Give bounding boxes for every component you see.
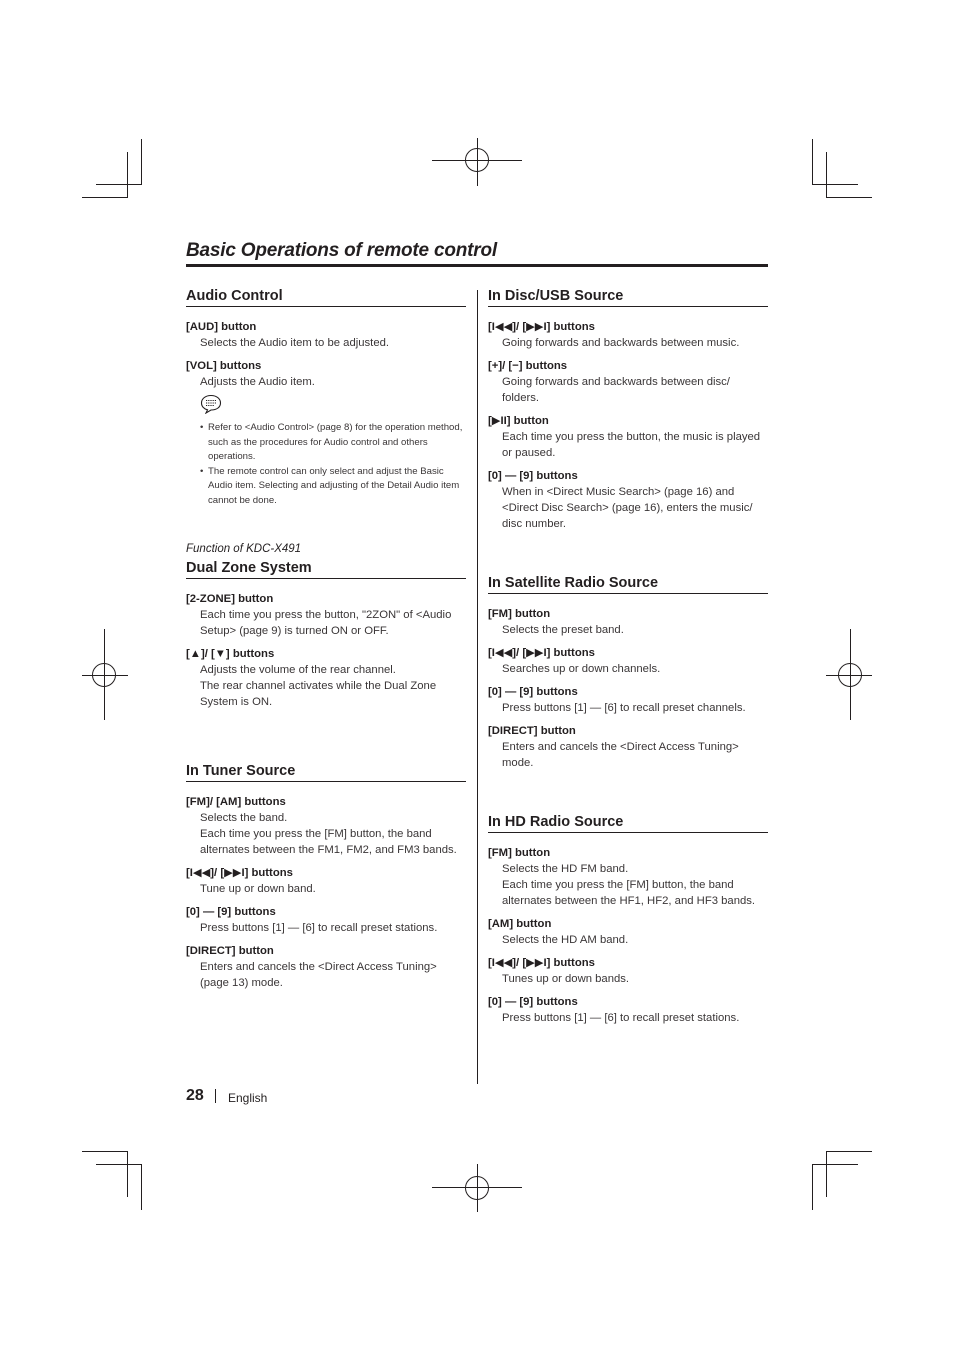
footer-language: English — [228, 1091, 268, 1105]
button-description: Adjusts the volume of the rear channel. — [200, 664, 396, 676]
button-label: [2-ZONE] button — [186, 593, 274, 605]
button-entry-seek — [488, 645, 768, 677]
button-label: [0] — [9] buttons — [488, 470, 578, 482]
button-description: Selects the HD AM band. — [502, 934, 629, 946]
button-description: The rear channel activates while the Dual Zone System is ON. — [200, 680, 437, 708]
section-hd-radio-source — [488, 814, 768, 1033]
button-label: [I◀◀]/ [▶▶I] buttons — [488, 957, 595, 969]
button-description: Searches up or down channels. — [502, 663, 661, 675]
button-entry-direct — [488, 723, 768, 771]
button-entry-2zone — [186, 591, 466, 639]
button-description: Press buttons [1] — [6] to recall preset stations. — [502, 1012, 740, 1024]
button-description: Each time you press the [FM] button, the band alternates between the FM1, FM2, and FM3 bands. — [200, 828, 457, 856]
button-description: Selects the Audio item to be adjusted. — [200, 337, 390, 349]
button-description: Each time you press the [FM] button, the band alternates between the HF1, HF2, and HF3 bands. — [502, 879, 756, 907]
button-label: [DIRECT] button — [186, 945, 274, 957]
page-title: Basic Operations of remote control — [186, 240, 497, 261]
button-entry-seek — [186, 865, 466, 897]
section-heading: In HD Radio Source — [488, 814, 768, 833]
column-divider — [477, 290, 478, 1084]
button-entry-play-pause — [488, 413, 768, 461]
button-description: Press buttons [1] — [6] to recall preset stations. — [200, 922, 438, 934]
button-description: Tune up or down band. — [200, 883, 316, 895]
button-entry-fm — [488, 845, 768, 909]
section-heading: Audio Control — [186, 288, 466, 307]
button-label: [AUD] button — [186, 321, 257, 333]
button-label: [▶II] button — [488, 415, 549, 427]
button-label: [I◀◀]/ [▶▶I] buttons — [186, 867, 293, 879]
button-entry-numbers — [488, 468, 768, 532]
note-item: • Refer to <Audio Control> (page 8) for the operation method, such as the procedures for Audio control and others operations. — [200, 421, 466, 465]
button-entry-seek — [488, 955, 768, 987]
button-description: Enters and cancels the <Direct Access Tuning> (page 13) mode. — [200, 961, 437, 989]
button-label: [I◀◀]/ [▶▶I] buttons — [488, 321, 595, 333]
button-entry-vol — [186, 358, 466, 390]
button-description: Each time you press the button, "2ZON" of <Audio Setup> (page 9) is turned ON or OFF. — [200, 609, 452, 637]
section-disc-usb-source — [488, 288, 768, 539]
button-label: [+]/ [−] buttons — [488, 360, 568, 372]
section-satellite-radio-source — [488, 575, 768, 778]
button-description: Press buttons [1] — [6] to recall preset channels. — [502, 702, 746, 714]
button-entry-fm-am — [186, 794, 466, 858]
button-label: [I◀◀]/ [▶▶I] buttons — [488, 647, 595, 659]
section-audio-control — [186, 288, 466, 508]
note-icon — [200, 394, 222, 414]
button-label: [VOL] buttons — [186, 360, 262, 372]
note-item: • The remote control can only select and adjust the Basic Audio item. Selecting and adjusting of the Detail Audio item cannot be done. — [200, 465, 466, 509]
button-description: Selects the band. — [200, 812, 288, 824]
section-heading: In Tuner Source — [186, 763, 466, 782]
button-description: Tunes up or down bands. — [502, 973, 630, 985]
button-description: Adjusts the Audio item. — [200, 376, 315, 388]
button-entry-am — [488, 916, 768, 948]
title-rule — [186, 264, 768, 267]
button-entry-aud — [186, 319, 466, 351]
note-list — [200, 421, 466, 508]
button-entry-numbers — [186, 904, 466, 936]
button-entry-numbers — [488, 684, 768, 716]
button-label: [FM] button — [488, 608, 551, 620]
button-description: Enters and cancels the <Direct Access Tuning> mode. — [502, 741, 739, 769]
footer-separator — [215, 1089, 216, 1103]
section-heading: In Disc/USB Source — [488, 288, 768, 307]
button-entry-direct — [186, 943, 466, 991]
button-label: [▲]/ [▼] buttons — [186, 648, 275, 660]
button-entry-up-down — [186, 646, 466, 710]
section-dual-zone — [186, 560, 466, 717]
button-label: [0] — [9] buttons — [186, 906, 276, 918]
button-description: Going forwards and backwards between disc/ folders. — [502, 376, 730, 404]
button-label: [AM] button — [488, 918, 552, 930]
button-description: Each time you press the button, the music is played or paused. — [502, 431, 761, 459]
button-label: [0] — [9] buttons — [488, 996, 578, 1008]
button-description: Selects the HD FM band. — [502, 863, 629, 875]
button-entry-seek — [488, 319, 768, 351]
button-label: [0] — [9] buttons — [488, 686, 578, 698]
button-description: When in <Direct Music Search> (page 16) and <Direct Disc Search> (page 16), enters the music/ disc number. — [502, 486, 753, 530]
section-heading: In Satellite Radio Source — [488, 575, 768, 594]
button-label: [FM] button — [488, 847, 551, 859]
button-label: [FM]/ [AM] buttons — [186, 796, 286, 808]
button-label: [DIRECT] button — [488, 725, 576, 737]
button-description: Selects the preset band. — [502, 624, 624, 636]
page-number: 28 — [186, 1087, 204, 1104]
button-entry-plus-minus — [488, 358, 768, 406]
button-entry-fm — [488, 606, 768, 638]
section-tuner-source — [186, 763, 466, 998]
button-description: Going forwards and backwards between music. — [502, 337, 740, 349]
button-entry-numbers — [488, 994, 768, 1026]
section-heading: Dual Zone System — [186, 560, 466, 579]
function-note: Function of KDC-X491 — [186, 543, 302, 555]
